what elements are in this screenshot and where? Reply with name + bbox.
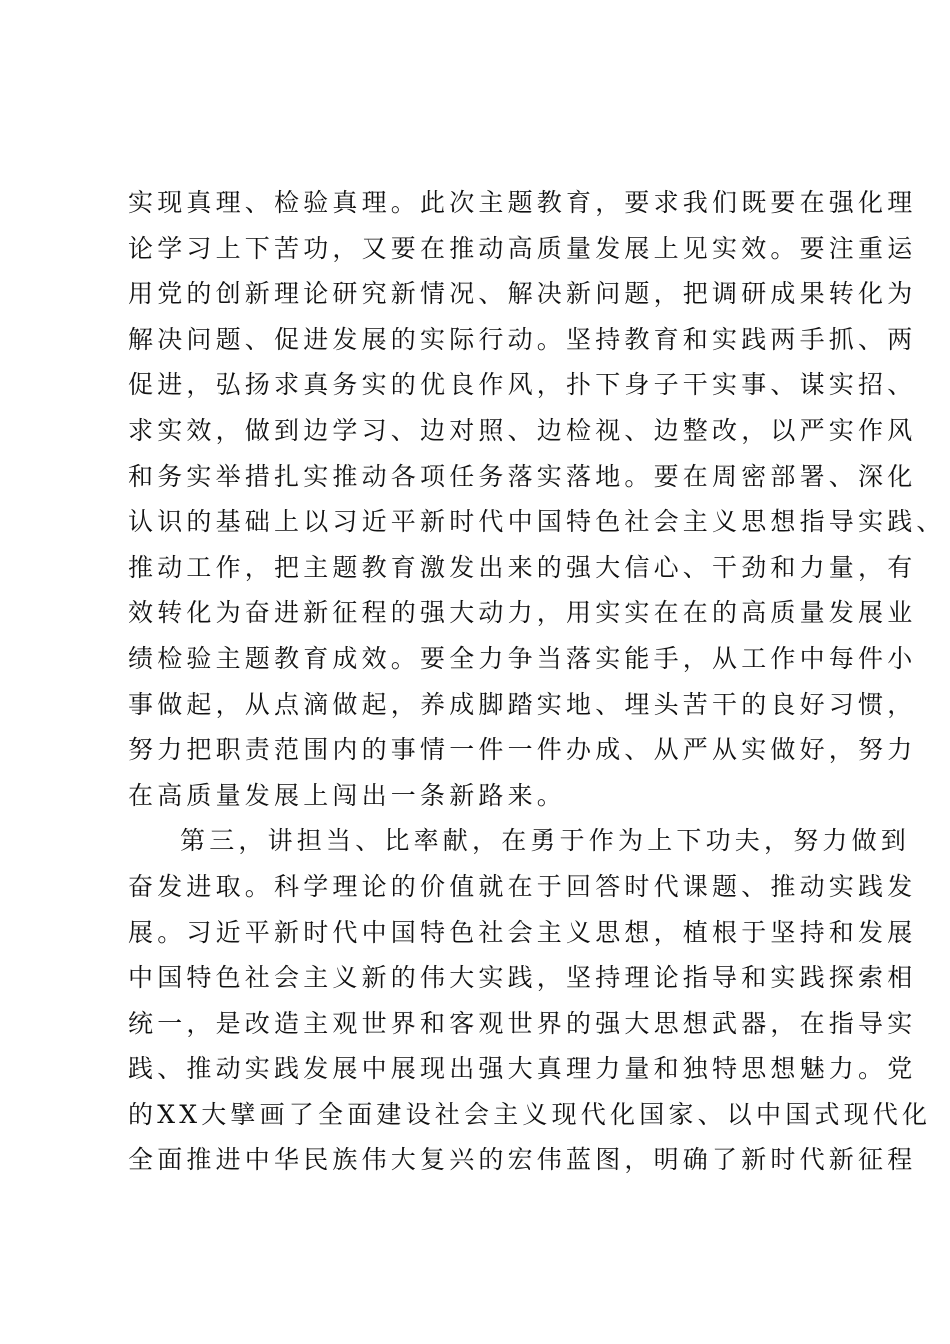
paragraph-2 (128, 818, 932, 1183)
text-line: 奋发进取。科学理论的价值就在于回答时代课题、推动实践发 (128, 871, 917, 901)
text-line: 认识的基础上以习近平新时代中国特色社会主义思想指导实践、 (128, 507, 946, 537)
text-line: 在高质量发展上闯出一条新路来。 (128, 780, 567, 810)
text-line: 践、推动实践发展中展现出强大真理力量和独特思想魅力。党 (128, 1054, 917, 1084)
text-line: 促进，弘扬求真务实的优良作风，扑下身子干实事、谋实招、 (128, 370, 917, 400)
text-line: 中国特色社会主义新的伟大实践，坚持理论指导和实践探索相 (128, 963, 917, 993)
text-line: 实现真理、检验真理。此次主题教育，要求我们既要在强化理 (128, 188, 917, 217)
text-line: 事做起，从点滴做起，养成脚踏实地、埋头苦干的良好习惯， (128, 689, 917, 719)
text-line: 绩检验主题教育成效。要全力争当落实能手，从工作中每件小 (128, 643, 917, 673)
text-line: 的XX大擘画了全面建设社会主义现代化国家、以中国式现代化 (128, 1099, 932, 1129)
text-line: 展。习近平新时代中国特色社会主义思想，植根于坚持和发展 (128, 917, 917, 947)
text-line: 全面推进中华民族伟大复兴的宏伟蓝图，明确了新时代新征程 (128, 1145, 917, 1175)
text-line: 统一，是改造主观世界和客观世界的强大思想武器，在指导实 (128, 1008, 917, 1038)
text-line-indented: 第三，讲担当、比率献，在勇于作为上下功夫，努力做到 (180, 826, 911, 856)
text-line: 努力把职责范围内的事情一件一件办成、从严从实做好，努力 (128, 735, 917, 765)
text-line: 和务实举措扎实推动各项任务落实落地。要在周密部署、深化 (128, 461, 917, 491)
body-text (128, 180, 946, 1183)
paragraph-1 (128, 180, 946, 818)
text-line: 用党的创新理论研究新情况、解决新问题，把调研成果转化为 (128, 279, 917, 309)
text-line: 推动工作，把主题教育激发出来的强大信心、干劲和力量，有 (128, 552, 917, 582)
text-line: 论学习上下苦功，又要在推动高质量发展上见实效。要注重运 (128, 233, 917, 263)
text-line: 求实效，做到边学习、边对照、边检视、边整改，以严实作风 (128, 415, 917, 445)
text-line: 解决问题、促进发展的实际行动。坚持教育和实践两手抓、两 (128, 324, 917, 354)
text-line: 效转化为奋进新征程的强大动力，用实实在在的高质量发展业 (128, 598, 917, 628)
